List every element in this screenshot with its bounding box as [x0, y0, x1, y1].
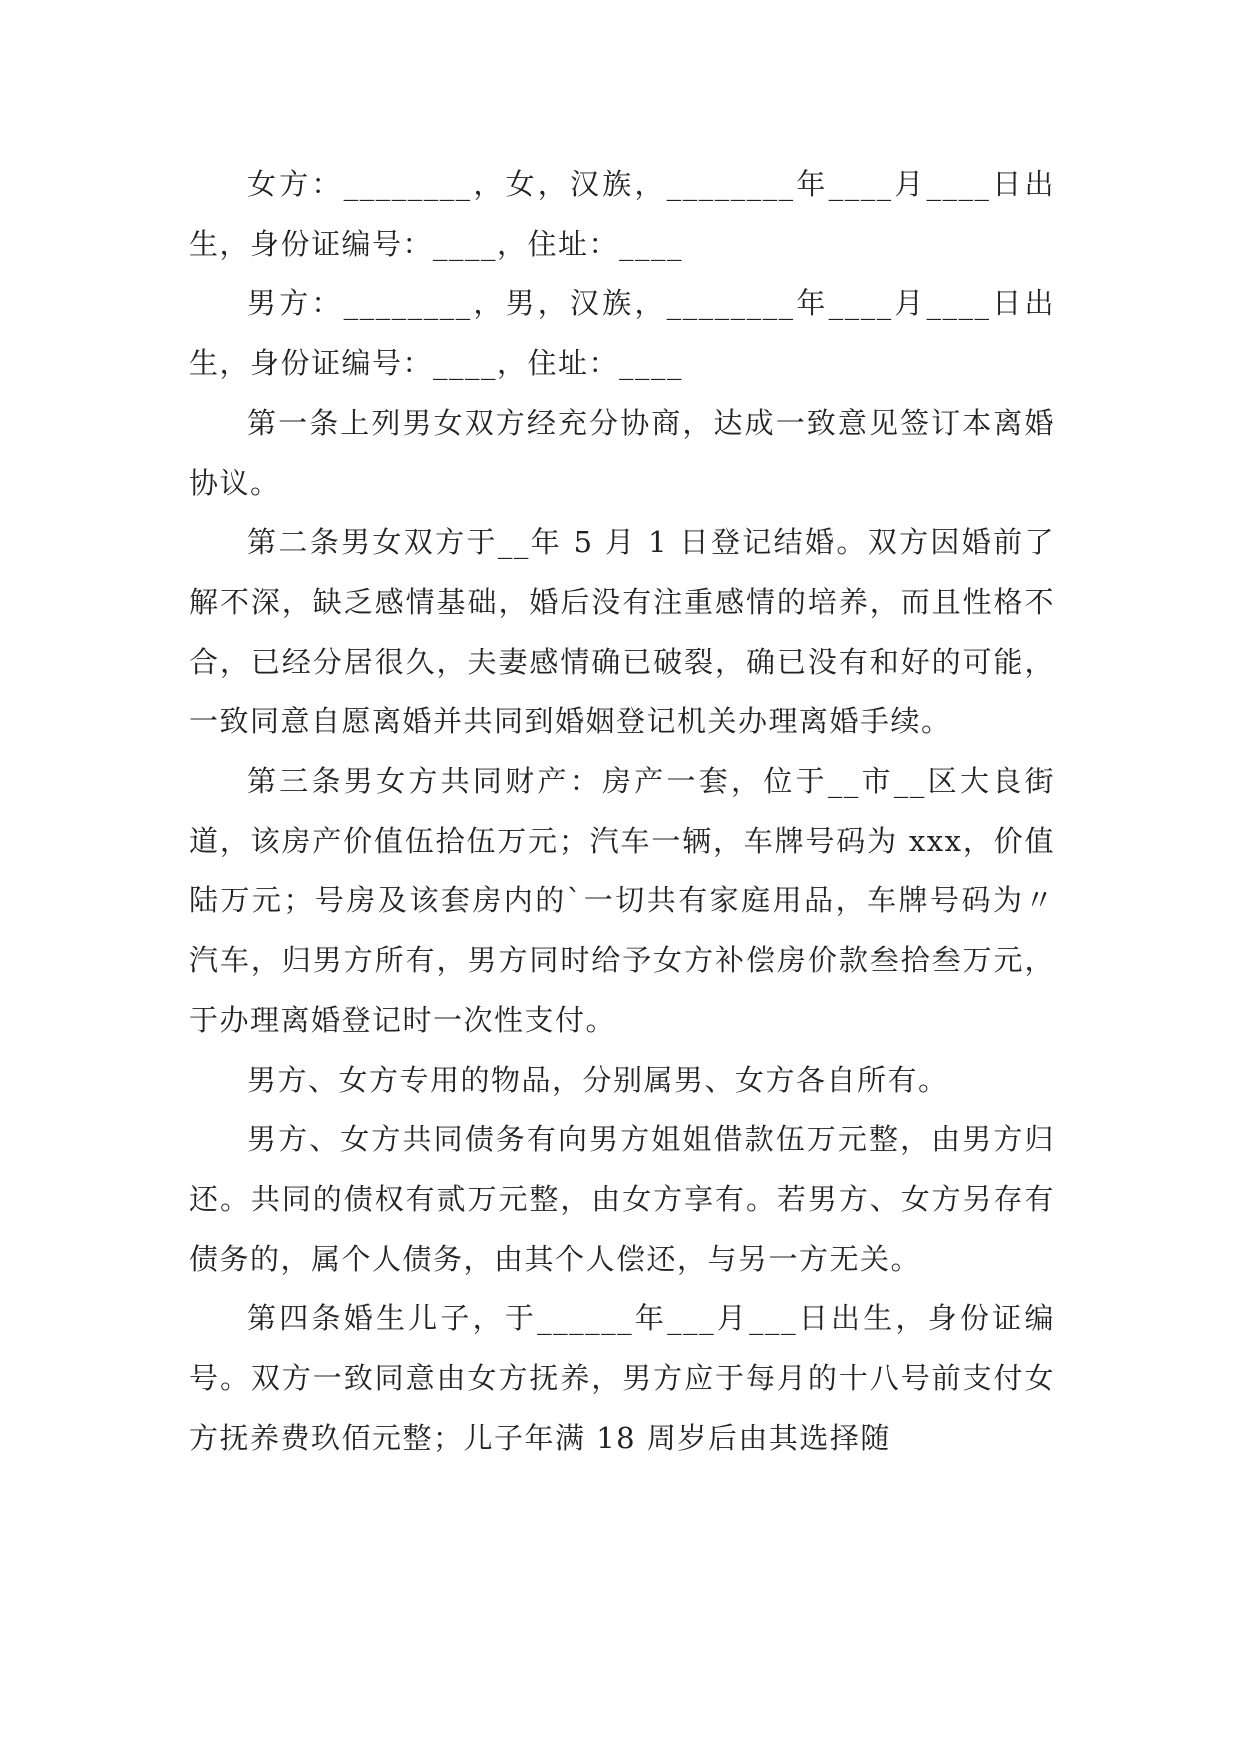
- paragraph-debts: 男方、女方共同债务有向男方姐姐借款伍万元整，由男方归还。共同的债权有贰万元整，由女方享有。若男方、女方另存有债务的，属个人债务，由其个人偿还，与另一方无关。: [189, 1122, 1055, 1276]
- paragraph-male-party: 男方：________，男，汉族，________年____月____日出生，身份证编号：____，住址：____: [189, 286, 1055, 381]
- document-body: [189, 155, 1055, 1468]
- paragraph-article-2: 第二条男女双方于__年 5 月 1 日登记结婚。双方因婚前了解不深，缺乏感情基础，婚后没有注重感情的培养，而且性格不合，已经分居很久，夫妻感情确已破裂，确已没有和好的可能，一致同意自愿离婚并共同到婚姻登记机关办理离婚手续。: [189, 525, 1055, 739]
- paragraph-article-1: 第一条上列男女双方经充分协商，达成一致意见签订本离婚协议。: [189, 405, 1055, 500]
- paragraph-article-4: 第四条婚生儿子，于______年___月___日出生，身份证编号。双方一致同意由女方抚养，男方应于每月的十八号前支付女方抚养费玖佰元整；儿子年满 18 周岁后由其选择随: [189, 1301, 1055, 1455]
- paragraph-article-3: 第三条男女方共同财产：房产一套，位于__市__区大良街道，该房产价值伍拾伍万元；汽车一辆，车牌号码为 xxx，价值陆万元；号房及该套房内的`一切共有家庭用品，车牌号码为〃汽车，归男方所有，男方同时给予女方补偿房价款叁拾叁万元，于办理离婚登记时一次性支付。: [189, 764, 1055, 1037]
- paragraph-female-party: 女方：________，女，汉族，________年____月____日出生，身份证编号：____，住址：____: [189, 167, 1055, 261]
- paragraph-personal-items: 男方、女方专用的物品，分别属男、女方各自所有。: [247, 1062, 949, 1097]
